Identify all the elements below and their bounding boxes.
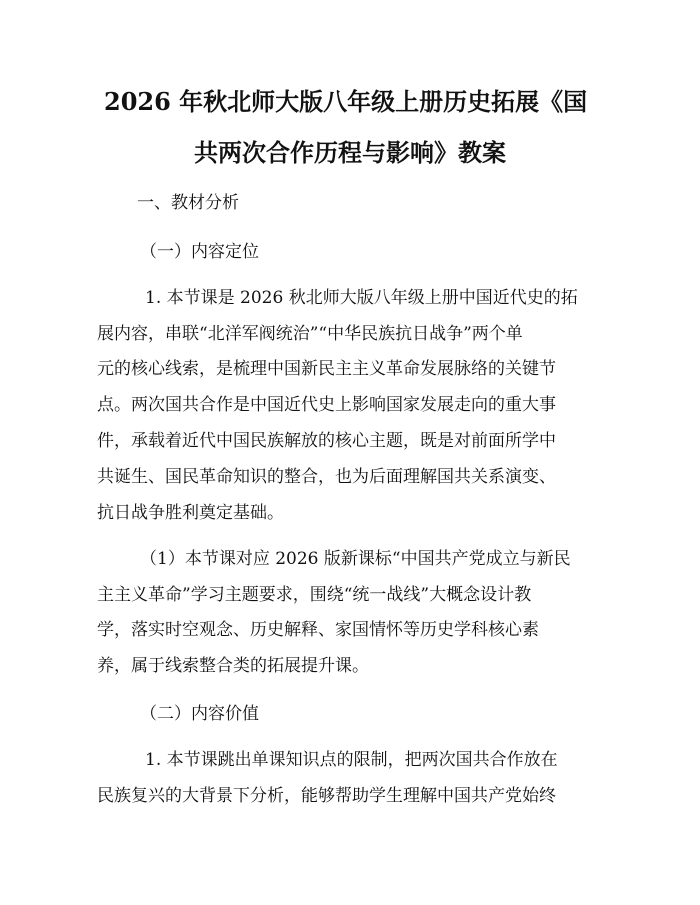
document-title-line-1: 2026 年秋北师大版八年级上册历史拓展《国: [104, 87, 588, 116]
document-title-line-2: 共两次合作历程与影响》教案: [194, 138, 506, 167]
paragraph-1-line: 点。两次国共合作是中国近代史上影响国家发展走向的重大事: [97, 395, 556, 415]
paragraph-1-line: 共诞生、国民革命知识的整合，也为后面理解国共关系演变、: [97, 467, 556, 487]
paragraph-1-line: 件，承载着近代中国民族解放的核心主题，既是对前面所学中: [97, 431, 556, 451]
paragraph-2-line: 学，落实时空观念、历史解释、家国情怀等历史学科核心素: [97, 620, 539, 640]
paragraph-1-line: 抗日战争胜利奠定基础。: [97, 503, 284, 523]
section-heading-analysis: 一、教材分析: [137, 193, 239, 213]
paragraph-3-line: 民族复兴的大背景下分析，能够帮助学生理解中国共产党始终: [97, 786, 556, 806]
paragraph-3-line: 1. 本节课跳出单课知识点的限制，把两次国共合作放在: [145, 750, 558, 770]
paragraph-2-line: 养，属于线索整合类的拓展提升课。: [97, 656, 369, 676]
paragraph-1-line: 1. 本节课是 2026 秋北师大版八年级上册中国近代史的拓: [145, 288, 578, 308]
subsection-heading-value: （二）内容价值: [140, 704, 259, 724]
paragraph-1-line: 展内容，串联“北洋军阀统治”“中华民族抗日战争”两个单: [97, 324, 523, 344]
paragraph-1-line: 元的核心线索，是梳理中国新民主主义革命发展脉络的关键节: [97, 359, 556, 379]
subsection-heading-positioning: （一）内容定位: [140, 242, 259, 262]
paragraph-2-line: （1）本节课对应 2026 版新课标“中国共产党成立与新民: [140, 549, 571, 569]
paragraph-2-line: 主主义革命”学习主题要求，围绕“统一战线”大概念设计教: [97, 585, 532, 605]
